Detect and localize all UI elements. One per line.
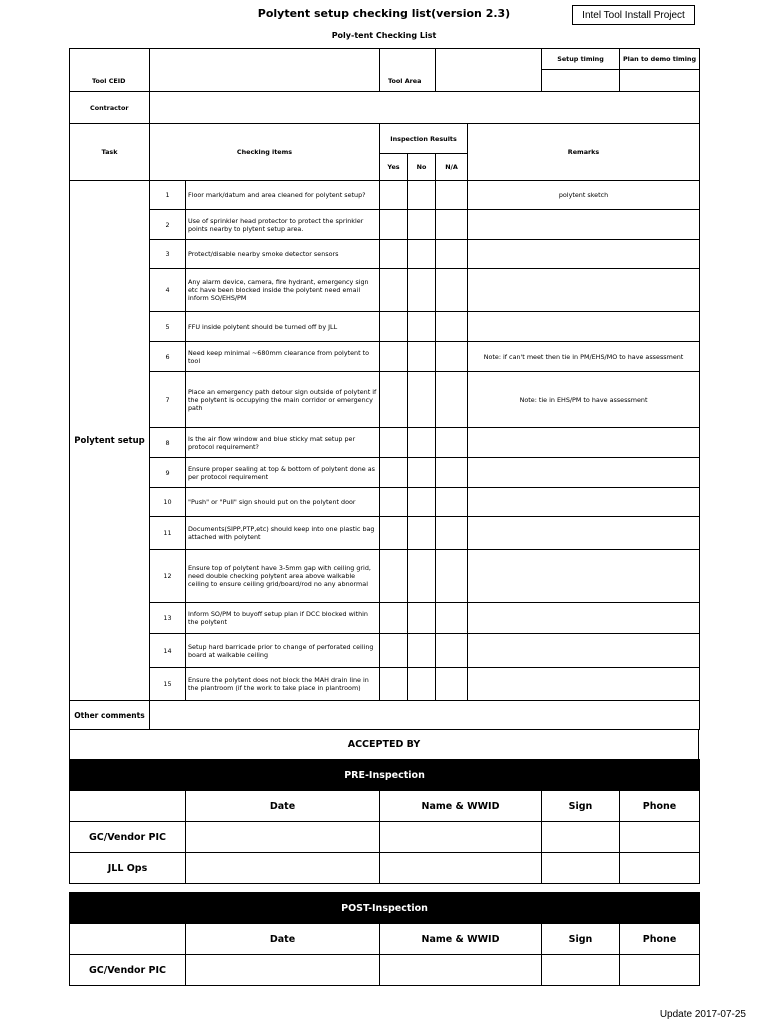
result-na-cell[interactable] bbox=[436, 488, 468, 517]
setup-timing-label: Setup timing bbox=[542, 49, 620, 70]
other-comments-label: Other comments bbox=[70, 701, 150, 730]
item-number: 4 bbox=[150, 269, 186, 312]
result-no-cell[interactable] bbox=[408, 342, 436, 372]
task-group-label: Polytent setup bbox=[70, 181, 150, 701]
pre-signoff-field[interactable] bbox=[620, 853, 700, 884]
item-text: Need keep minimal ~680mm clearance from polytent to tool bbox=[186, 342, 380, 372]
item-text: Use of sprinkler head protector to protect the sprinkler points nearby to plytent setup area. bbox=[186, 210, 380, 240]
checking-items-header: Checking items bbox=[150, 124, 380, 181]
item-text: Documents(SIPP,PTP,etc) should keep into one plastic bag attached with polytent bbox=[186, 517, 380, 550]
item-text: Place an emergency path detour sign outside of polytent if the polytent is occupying the main corridor or emergency path bbox=[186, 372, 380, 428]
result-na-cell[interactable] bbox=[436, 428, 468, 458]
item-remark[interactable]: polytent sketch bbox=[468, 181, 700, 210]
pre-inspection-title: PRE-Inspection bbox=[70, 760, 700, 791]
item-text: Ensure proper sealing at top & bottom of polytent done as per protocol requirement bbox=[186, 458, 380, 488]
setup-timing-field[interactable] bbox=[542, 70, 620, 92]
checklist-row bbox=[70, 269, 700, 312]
item-text: Ensure top of polytent have 3-5mm gap with ceiling grid, need double checking polytent area above walkable ceiling to ensure ceiling grid/board/rod no any abnormal bbox=[186, 550, 380, 603]
item-number: 13 bbox=[150, 603, 186, 634]
result-yes-cell[interactable] bbox=[380, 458, 408, 488]
result-na-cell[interactable] bbox=[436, 517, 468, 550]
post-signoff-field[interactable] bbox=[186, 955, 380, 986]
pre-signoff-row bbox=[70, 853, 700, 884]
result-yes-cell[interactable] bbox=[380, 372, 408, 428]
result-yes-cell[interactable] bbox=[380, 342, 408, 372]
item-remark[interactable] bbox=[468, 603, 700, 634]
result-na-cell[interactable] bbox=[436, 634, 468, 668]
tool-area-label: Tool Area bbox=[380, 49, 436, 92]
checklist-row bbox=[70, 428, 700, 458]
item-number: 1 bbox=[150, 181, 186, 210]
post-signoff-field[interactable] bbox=[620, 955, 700, 986]
pre-signoff-field[interactable] bbox=[380, 822, 542, 853]
result-na-cell[interactable] bbox=[436, 240, 468, 269]
item-text: Floor mark/datum and area cleaned for polytent setup? bbox=[186, 181, 380, 210]
result-na-cell[interactable] bbox=[436, 342, 468, 372]
checklist-row bbox=[70, 668, 700, 701]
no-header: No bbox=[408, 154, 436, 181]
plan-demo-field[interactable] bbox=[620, 70, 700, 92]
result-na-cell[interactable] bbox=[436, 210, 468, 240]
item-text: Ensure the polytent does not block the MAH drain line in the plantroom (if the work to take place in plantroom) bbox=[186, 668, 380, 701]
plan-demo-label: Plan to demo timing bbox=[620, 49, 700, 70]
result-no-cell[interactable] bbox=[408, 488, 436, 517]
result-yes-cell[interactable] bbox=[380, 312, 408, 342]
result-yes-cell[interactable] bbox=[380, 428, 408, 458]
inspection-results-header: Inspection Results bbox=[380, 124, 468, 154]
item-number: 14 bbox=[150, 634, 186, 668]
item-text: Any alarm device, camera, fire hydrant, emergency sign etc have been blocked inside the polytent need email inform SO/EHS/PM bbox=[186, 269, 380, 312]
result-yes-cell[interactable] bbox=[380, 634, 408, 668]
item-text: Setup hard barricade prior to change of perforated ceiling board at walkable ceiling bbox=[186, 634, 380, 668]
item-number: 8 bbox=[150, 428, 186, 458]
pre-column-header: Sign bbox=[542, 791, 620, 822]
pre-signoff-field[interactable] bbox=[186, 853, 380, 884]
item-text: FFU inside polytent should be turned off by JLL bbox=[186, 312, 380, 342]
result-na-cell[interactable] bbox=[436, 372, 468, 428]
item-number: 2 bbox=[150, 210, 186, 240]
yes-header: Yes bbox=[380, 154, 408, 181]
page-title: Polytent setup checking list(version 2.3) bbox=[257, 7, 511, 20]
project-label: Intel Tool Install Project bbox=[572, 5, 695, 25]
item-remark[interactable] bbox=[468, 428, 700, 458]
result-no-cell[interactable] bbox=[408, 603, 436, 634]
other-comments-field[interactable] bbox=[150, 701, 700, 730]
item-remark[interactable] bbox=[468, 240, 700, 269]
item-text: Protect/disable nearby smoke detector sensors bbox=[186, 240, 380, 269]
item-number: 3 bbox=[150, 240, 186, 269]
result-yes-cell[interactable] bbox=[380, 488, 408, 517]
result-na-cell[interactable] bbox=[436, 550, 468, 603]
item-remark[interactable] bbox=[468, 269, 700, 312]
na-header: N/A bbox=[436, 154, 468, 181]
result-no-cell[interactable] bbox=[408, 181, 436, 210]
checklist-row bbox=[70, 517, 700, 550]
pre-signoff-field[interactable] bbox=[542, 822, 620, 853]
result-na-cell[interactable] bbox=[436, 458, 468, 488]
result-no-cell[interactable] bbox=[408, 210, 436, 240]
pre-column-header bbox=[70, 791, 186, 822]
checklist-row bbox=[70, 181, 700, 210]
result-yes-cell[interactable] bbox=[380, 668, 408, 701]
result-no-cell[interactable] bbox=[408, 312, 436, 342]
pre-role-label: JLL Ops bbox=[70, 853, 186, 884]
item-text: "Push" or "Pull" sign should put on the polytent door bbox=[186, 488, 380, 517]
pre-column-header: Date bbox=[186, 791, 380, 822]
checklist-row bbox=[70, 210, 700, 240]
item-remark[interactable] bbox=[468, 210, 700, 240]
result-no-cell[interactable] bbox=[408, 634, 436, 668]
post-inspection-table bbox=[69, 892, 700, 986]
post-column-header: Sign bbox=[542, 924, 620, 955]
post-role-label: GC/Vendor PIC bbox=[70, 955, 186, 986]
checklist-table bbox=[69, 48, 700, 730]
item-remark[interactable]: Note: if can't meet then tie in PM/EHS/MO to have assessment bbox=[468, 342, 700, 372]
item-remark[interactable] bbox=[468, 312, 700, 342]
result-yes-cell[interactable] bbox=[380, 550, 408, 603]
result-no-cell[interactable] bbox=[408, 240, 436, 269]
tool-area-field[interactable] bbox=[436, 49, 542, 92]
result-no-cell[interactable] bbox=[408, 428, 436, 458]
pre-column-header: Phone bbox=[620, 791, 700, 822]
result-no-cell[interactable] bbox=[408, 269, 436, 312]
result-yes-cell[interactable] bbox=[380, 210, 408, 240]
item-text: Is the air flow window and blue sticky mat setup per protocol requirement? bbox=[186, 428, 380, 458]
post-column-header bbox=[70, 924, 186, 955]
checklist-row bbox=[70, 458, 700, 488]
item-text: Inform SO/PM to buyoff setup plan if DCC blocked within the polytent bbox=[186, 603, 380, 634]
item-number: 10 bbox=[150, 488, 186, 517]
result-na-cell[interactable] bbox=[436, 181, 468, 210]
contractor-label: Contractor bbox=[70, 92, 150, 124]
item-number: 6 bbox=[150, 342, 186, 372]
pre-role-label: GC/Vendor PIC bbox=[70, 822, 186, 853]
post-signoff-field[interactable] bbox=[380, 955, 542, 986]
result-no-cell[interactable] bbox=[408, 550, 436, 603]
result-no-cell[interactable] bbox=[408, 668, 436, 701]
tool-ceid-field[interactable] bbox=[150, 49, 380, 92]
checklist-subtitle: Poly-tent Checking List bbox=[331, 31, 437, 40]
task-header: Task bbox=[70, 124, 150, 181]
item-number: 5 bbox=[150, 312, 186, 342]
result-na-cell[interactable] bbox=[436, 603, 468, 634]
item-remark[interactable] bbox=[468, 458, 700, 488]
item-number: 15 bbox=[150, 668, 186, 701]
checklist-row bbox=[70, 240, 700, 269]
item-number: 11 bbox=[150, 517, 186, 550]
post-inspection-title: POST-Inspection bbox=[70, 893, 700, 924]
item-number: 9 bbox=[150, 458, 186, 488]
remarks-header: Remarks bbox=[468, 124, 700, 181]
item-remark[interactable] bbox=[468, 488, 700, 517]
result-yes-cell[interactable] bbox=[380, 517, 408, 550]
post-column-header: Phone bbox=[620, 924, 700, 955]
pre-signoff-row bbox=[70, 822, 700, 853]
pre-signoff-field[interactable] bbox=[186, 822, 380, 853]
checklist-row bbox=[70, 488, 700, 517]
post-signoff-row bbox=[70, 955, 700, 986]
pre-signoff-field[interactable] bbox=[620, 822, 700, 853]
item-remark[interactable]: Note: tie in EHS/PM to have assessment bbox=[468, 372, 700, 428]
pre-signoff-field[interactable] bbox=[542, 853, 620, 884]
result-yes-cell[interactable] bbox=[380, 269, 408, 312]
result-no-cell[interactable] bbox=[408, 458, 436, 488]
item-number: 12 bbox=[150, 550, 186, 603]
result-na-cell[interactable] bbox=[436, 269, 468, 312]
item-remark[interactable] bbox=[468, 668, 700, 701]
checklist-row bbox=[70, 550, 700, 603]
result-yes-cell[interactable] bbox=[380, 603, 408, 634]
result-yes-cell[interactable] bbox=[380, 181, 408, 210]
post-column-header: Date bbox=[186, 924, 380, 955]
checklist-row bbox=[70, 372, 700, 428]
checklist-row bbox=[70, 312, 700, 342]
pre-inspection-table bbox=[69, 759, 700, 884]
result-no-cell[interactable] bbox=[408, 517, 436, 550]
post-column-header: Name & WWID bbox=[380, 924, 542, 955]
accepted-by-heading: ACCEPTED BY bbox=[69, 730, 699, 760]
result-na-cell[interactable] bbox=[436, 312, 468, 342]
contractor-field[interactable] bbox=[150, 92, 700, 124]
pre-column-header: Name & WWID bbox=[380, 791, 542, 822]
pre-signoff-field[interactable] bbox=[380, 853, 542, 884]
item-number: 7 bbox=[150, 372, 186, 428]
result-no-cell[interactable] bbox=[408, 372, 436, 428]
item-remark[interactable] bbox=[468, 634, 700, 668]
checklist-row bbox=[70, 603, 700, 634]
post-signoff-field[interactable] bbox=[542, 955, 620, 986]
item-remark[interactable] bbox=[468, 550, 700, 603]
result-yes-cell[interactable] bbox=[380, 240, 408, 269]
tool-ceid-label: Tool CEID bbox=[70, 49, 150, 92]
checklist-row bbox=[70, 634, 700, 668]
update-date: Update 2017-07-25 bbox=[659, 1009, 746, 1020]
result-na-cell[interactable] bbox=[436, 668, 468, 701]
checklist-row bbox=[70, 342, 700, 372]
item-remark[interactable] bbox=[468, 517, 700, 550]
